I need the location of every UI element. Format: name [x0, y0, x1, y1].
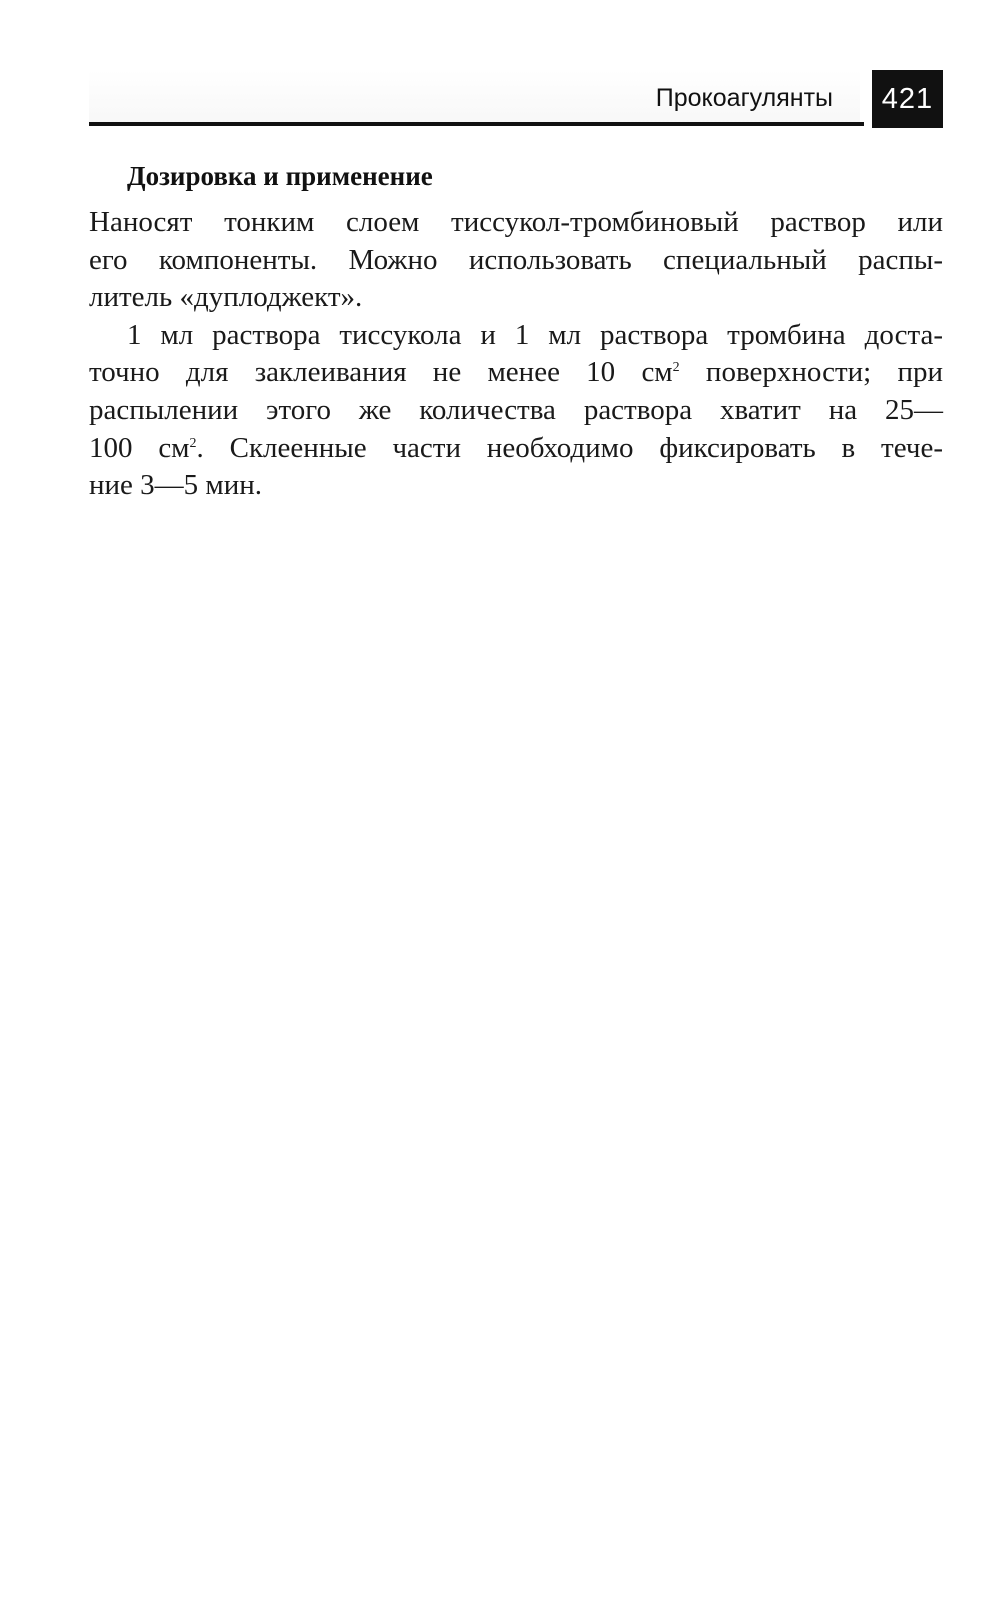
- text-line: Наносят тонким слоем тиссукол-тромбиновый раствор или: [89, 206, 943, 238]
- text-line: литель «дуплоджект».: [89, 281, 363, 314]
- text-line: распылении этого же количества раствора хватит на 25—: [89, 393, 943, 426]
- text-fragment: 100 см: [89, 431, 190, 464]
- superscript: 2: [672, 360, 680, 376]
- text-line: 1 мл раствора тиссукола и 1 мл раствора тромбина доста-: [127, 318, 943, 351]
- chapter-title: Прокоагулянты: [655, 84, 833, 112]
- section-heading: Дозировка и применение: [127, 161, 433, 191]
- text-fragment: точно для заклеивания не менее 10 см: [89, 356, 673, 389]
- header-rule: [89, 122, 864, 126]
- running-header: [89, 70, 943, 128]
- text-line: его компоненты. Можно использовать специальный распы-: [89, 243, 943, 276]
- text-fragment: поверхности; при: [679, 356, 943, 389]
- paragraph-dosage: [89, 317, 943, 505]
- text-line: [89, 354, 943, 392]
- text-line: ние 3—5 мин.: [89, 469, 263, 502]
- superscript: 2: [189, 435, 197, 451]
- text-line: [89, 430, 943, 468]
- page-number: 421: [872, 70, 943, 128]
- paragraph-application: [89, 204, 943, 317]
- text-fragment: . Склеенные части необходимо фиксировать в тече-: [196, 431, 943, 464]
- page-content: [89, 158, 943, 505]
